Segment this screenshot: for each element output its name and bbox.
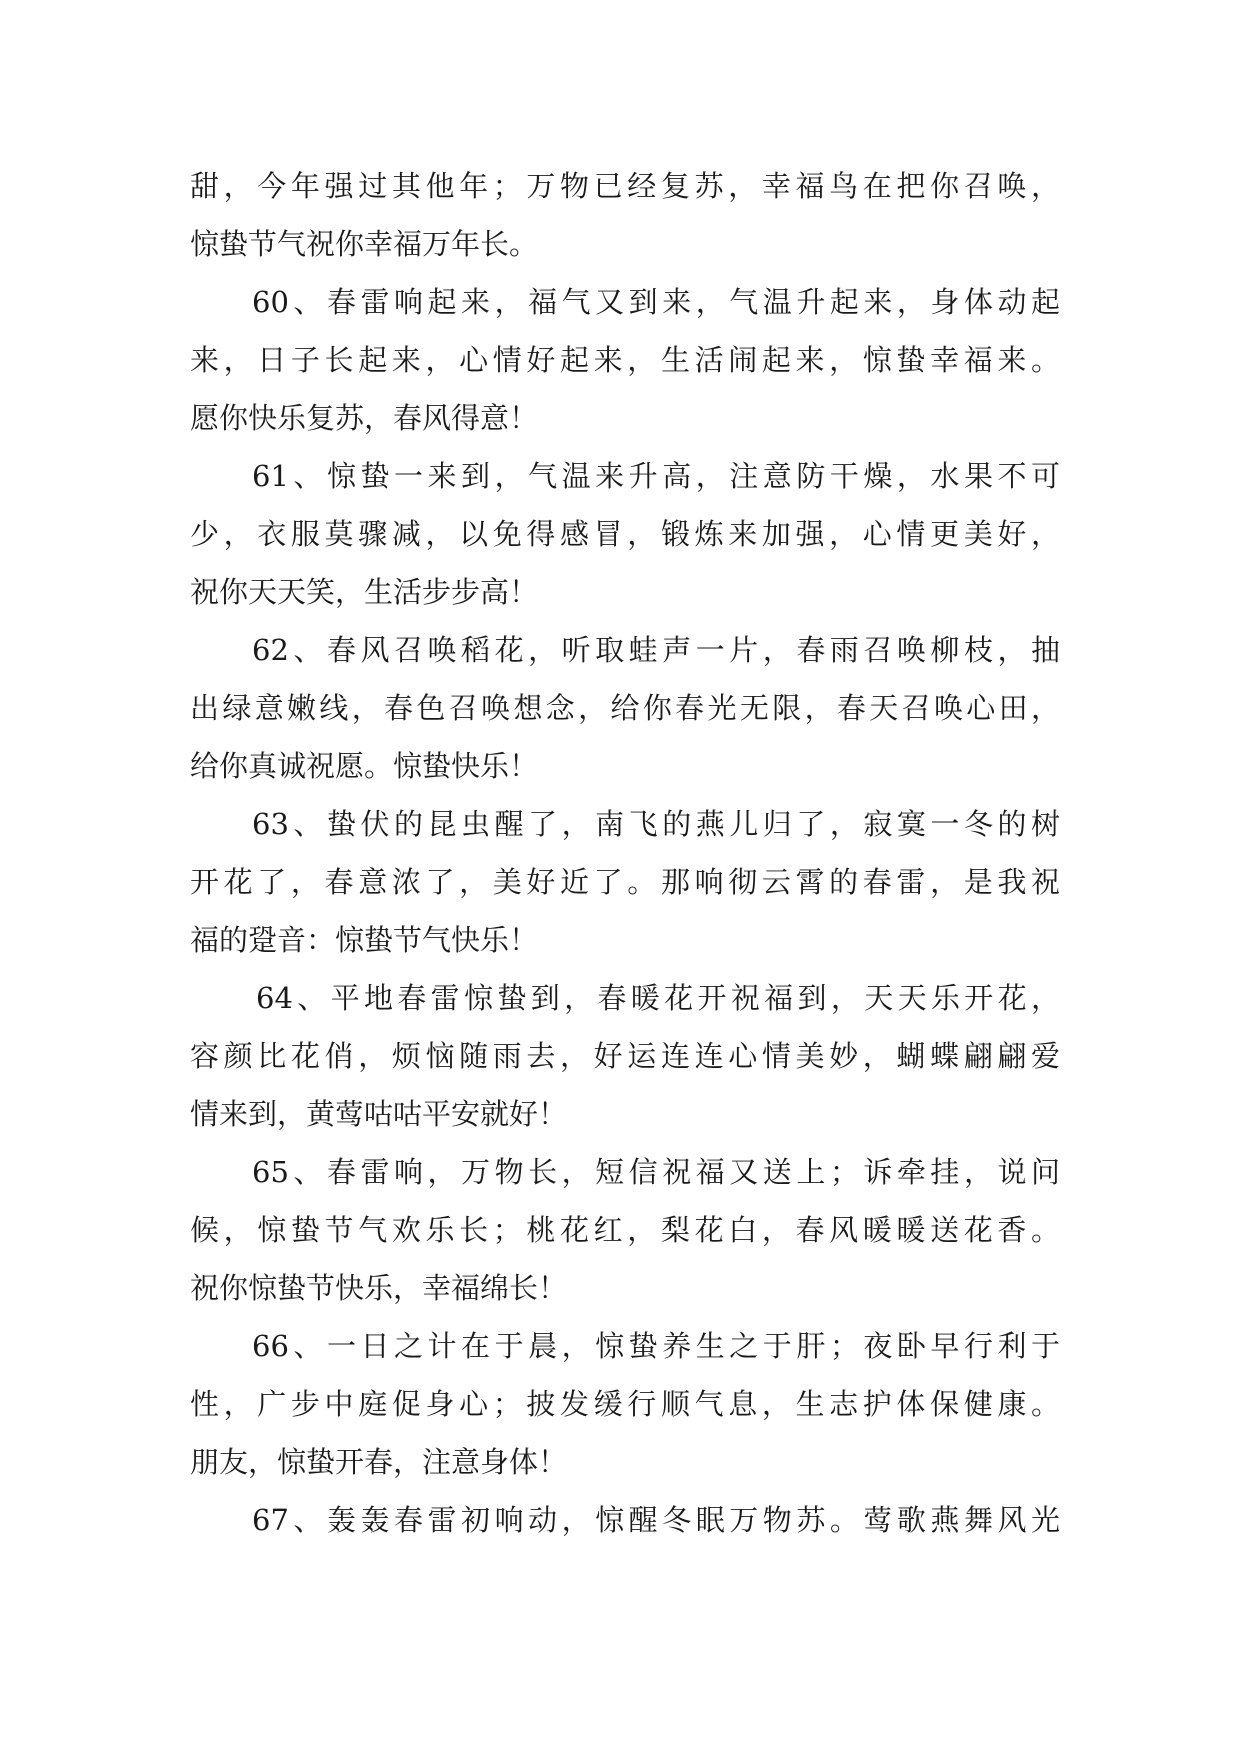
text-line: 情来到，黄莺咕咕平安就好！ (190, 1097, 568, 1131)
text-line: 甜，今年强过其他年；万物已经复苏，幸福鸟在把你召唤， (190, 169, 1060, 203)
text-line: 出绿意嫩线，春色召唤想念，给你春光无限，春天召唤心田， (190, 691, 1060, 725)
text-line: 性，广步中庭促身心；披发缓行顺气息，生志护体保健康。 (190, 1387, 1060, 1421)
text-line: 祝你惊蛰节快乐，幸福绵长！ (190, 1271, 568, 1305)
text-line: 61、惊蛰一来到，气温来升高，注意防干燥，水果不可 (252, 459, 1060, 493)
text-line: 候，惊蛰节气欢乐长；桃花红，梨花白，春风暖暖送花香。 (190, 1213, 1060, 1247)
text-line: 60、春雷响起来，福气又到来，气温升起来，身体动起 (252, 285, 1060, 319)
text-line: 65、春雷响，万物长，短信祝福又送上；诉牵挂，说问 (252, 1155, 1060, 1189)
text-line: 67、轰轰春雷初响动，惊醒冬眠万物苏。莺歌燕舞风光 (252, 1503, 1060, 1537)
text-line: 福的跫音：惊蛰节气快乐！ (190, 923, 539, 957)
text-line: 少，衣服莫骤减，以免得感冒，锻炼来加强，心情更美好， (190, 517, 1060, 551)
text-line: 祝你天天笑，生活步步高！ (190, 575, 539, 609)
paragraph-62 (190, 621, 1060, 795)
paragraph-continuation (190, 157, 1060, 273)
paragraph-65 (190, 1143, 1060, 1317)
paragraph-66 (190, 1317, 1060, 1491)
paragraph-64 (190, 969, 1060, 1143)
text-line: 给你真诚祝愿。惊蛰快乐！ (190, 749, 539, 783)
text-line: 朋友，惊蛰开春，注意身体！ (190, 1445, 568, 1479)
document-body (190, 157, 1060, 1549)
text-line: 惊蛰节气祝你幸福万年长。 (190, 227, 539, 261)
paragraph-63 (190, 795, 1060, 969)
paragraph-60 (190, 273, 1060, 447)
text-line: 66、一日之计在于晨，惊蛰养生之于肝；夜卧早行利于 (252, 1329, 1060, 1363)
text-line: 容颜比花俏，烦恼随雨去，好运连连心情美妙，蝴蝶翩翩爱 (190, 1039, 1060, 1073)
paragraph-61 (190, 447, 1060, 621)
text-line: 62、春风召唤稻花，听取蛙声一片，春雨召唤柳枝，抽 (252, 633, 1060, 667)
text-line: 愿你快乐复苏，春风得意！ (190, 401, 539, 435)
text-line: 63、蛰伏的昆虫醒了，南飞的燕儿归了，寂寞一冬的树 (252, 807, 1060, 841)
text-line: 来，日子长起来，心情好起来，生活闹起来，惊蛰幸福来。 (190, 343, 1060, 377)
text-line: 开花了，春意浓了，美好近了。那响彻云霄的春雷，是我祝 (190, 865, 1060, 899)
text-line: 64、平地春雷惊蛰到，春暖花开祝福到，天天乐开花， (256, 981, 1060, 1015)
paragraph-67 (190, 1491, 1060, 1549)
